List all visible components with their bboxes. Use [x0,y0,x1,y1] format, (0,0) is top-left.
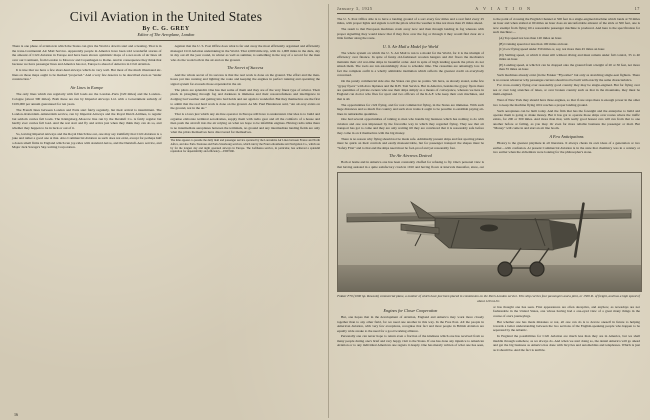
right-paragraph-1: The U. S. Post Office able is to have a landing ground of a sort every few miles and a real field every 25 miles, with proper lights and signals to tell the pilots what the weather is like not more than 25 miles ahead. [336,17,484,26]
europe-paragraph-4: Against that the U. S. Post Office does what is far and away the most efficiently organised and efficiently managed Civil Aviation undertaking in the World. That 2,600 mile trip, with its 1,008 miles in the dark, day in day out all the year round, in winter as well as summer, is something in the way of a record for the men who do the work both in the air and on the ground. [170,44,320,62]
footnote: The time appears to preside the daily mail and passenger service operated by the Lancashire Air Lines between France and North Africa, and also Paris-Toulouse and Paris-Strasbourg services, which run by the Franco-Roumaine Air Navigation Co., which are by far the longest day and night operated airways in Europe. The Lufthansa service, in particular, has achieved a splendid reputation for dependability and efficiency.—EDITOR. [170,138,320,154]
europe-paragraph-2: The French lines between London and Paris start fairly regularly, but their arrival is intermittent. The London–Rotterdam–Amsterdam service, run by Imperial Airways and the Royal Dutch Airlines, is regular but seldom carries full loads. The Königsberg–Moscow line run by the Deruluft Co. is fairly regular but hardly ever carries full load. And the rest start and fly and arrive just when they think they can do so, and whether they happen to be in luck or out of it. [12,107,162,130]
aircrews-after-list-1: Such machines already exist (in the Fokker "Flyoother" but only as stretching single-seat fighters. There is no reason whatever why passenger-carriers should not be built with exactly the same characteristics. [492,73,640,82]
anticipations-pre-paragraph-2: Such aeroplanes can be built today. And the firm that has the foresight and the enterprise to build and operate them is going to make money. But it has got to operate those ships over routes where the traffic exists, for 200 or 300 miles. And more than that, with really good honest cars will run from that to one another before or failing, as you may. Or even far more reliable business the passenger or mail. But "Money" will come in and start an air line boom. [492,108,640,131]
left-page [6,4,329,418]
right-paragraph-2: The result is that European machines crash away now and then through landing in fog whereas with proper signalling they would know that if they flew over the fog or through it they would find clear air a little further along the route. [336,27,484,41]
subhead-us-air-mail-model: U. S. Air Mail a Model for World [382,43,439,49]
aircrews-paragraph-1: Both at home and in America one has been constantly chaffed for refusing to fly. One's personal view is that having assisted in a quite satisfactory crash in 1910 and having flown at intervals thereafter, since, out to the point of crossing the English Channel at 500 feet in a single-engined machine which lands at 70 miles an hour and when stalled at 60 miles an hour does an unconfortable amount of the stick at 500 feet, one is now exempt from flying till a reasonable passenger machine is produced. And here is the specification for such machine:— [336,17,640,169]
spec-list-item-d: (D) Stalling speed, at which it must still without diving and must remain under full control, 35 to 40 miles an hour. [498,53,640,62]
anticipations-paragraph-1: History is the greatest playmate in all literature. It always cheats its own ideas of a generation or two earlier—with confusion. At present Commercial Aviation is in the state that chemistry was in a century or two earlier when the alchemists were looking for the philosopher's stone. [492,141,640,154]
spread [6,4,644,418]
subhead-few-anticipations: A Few Anticipations [549,133,584,139]
byline: By C. G. GREY [142,26,190,32]
anticipations-pre-paragraph-1: West of New York they should have three engines, so that if one stops there is enough power in the other two to keep the machine flying till it reaches a proper landing ground. [492,98,640,107]
running-head [337,6,640,11]
subhead-air-lines-in-europe: Air Lines in Europe [70,84,104,90]
spec-list-item-a: (A) Top speed not less than 120 miles an hour. [498,36,562,41]
spec-list-item-b: (B) Cruising speed not less than 100 miles an hour. [498,41,569,46]
runhead-page-number: 17 [634,6,640,11]
europe-paragraph-3: So, leaving Imperial Airways and the Royal Dutch line out, one may say truthfully that Civil Aviation is a joke and rather a good one at that. Also Commercial Aviation as such does not exist, except for perhaps half a dozen small firms in England which run joy-rides with standard Avros, and the Deruluft-Aero service, and Major Jack Savage's Sky-writing Corporation. [12,131,162,150]
subhead-aircrews-desired: The Air Aircrews Desired [389,152,432,158]
subhead-secret-of-success: The Secret of Success [227,65,264,71]
title-rule [32,40,300,41]
airmail-paragraph-4: One had several opportunities of talking to men who handle big business which has nothing to do with aviation and one was impressed by the favorable way in which they regarded flying. They see that air transport has got to come and they are only waiting till they are convinced that it is reasonably safe before they come in on it themselves with the big money. [336,117,484,135]
closing-paragraph: In England the possibilities for Civil Aviation are much less than they are in America, but we shall muddle through somehow, as we always do. And when we start doing so, the denial America will go ahead and get the big business as America has done with bicycles and automobiles and telephones. Which is just as it should be. And the fact is terrible. [492,334,640,352]
left-body-columns [12,44,320,154]
runhead-date: January 3, 1925 [336,6,373,11]
airmail-paragraph-5: There is no reason why flying should not be made safe. Admittedly present ships and fast sporting planes must be quick on their controls and easily manoeuvrable, but for passenger transport the shapes must be "Safety First" and to that end the ships need most be fool-proof and yet reasonably fast. [336,136,484,150]
europe-paragraph-1: The only lines which run regularly with full loads are the London–Paris (£20 miles) and the London–Cologne (about 300 miles). Both these are run by Imperial Airways Ltd. with a Government subsidy of £109,000 per annum guaranteed for ten years. [12,92,162,106]
intro-paragraph-2: It is true that we have a few short-haul airways which do very well. But most of the much illustrated air-lines on those maps ought to be marked "projected." And a very few deserve to be described even as "under construction." [12,68,162,82]
airmail-paragraph-1: The whole system on which the U. S. Air Mail is run is a model for the World, for it is the triumph of efficiency over finance. In spite of funny old-fashioned wooden hangars and dirt floors the mechanics maintain their old war-time ships in beautiful order. And in spite of high landing speeds the pilots do not smash them. The tools are run astonishingly close to schedule time. The casualties are amazingly low. In fact the complete outfit is a wholly admirable institution which reflects the greatest credit on everybody concerned. [336,51,484,78]
success-paragraph-1: And the whole secret of its success is that the real work is done on the ground. The effort and the man-hours put into nursing and lighting the route and keeping the engines in perfect running and operating the signal system far exceeds those expended in the air. [170,72,320,86]
figure-fokker-aircraft [337,172,640,303]
cooperation-paragraph-2: Personally one can never hope to return even a fraction of the kindness which one has received from so many people during one's brief and very happy visit to the States. If one has done any injustice to American Aviation or to any individual American one regrets it deeply. One has merely written of what one has seen, or has thought one has seen. First appearances are often deceptive, and anyhow, as nowadays are not fashionable in the United States, one whose having had a one-eyed view of a great many things in the course of one's journeyings. [336,304,640,348]
subhead-engines-closer-cooperation: Engines for Closer Cooperation [383,307,438,313]
airmail-paragraph-2: On the purely commercial side also the States can give no points. We have, as already stated, some few "gypsy flyers" with Avro biplanes and the D.H. Taxi Service. But in America, besides the gypsy flyers there are quantities of private owners who use their ships simply as a means of conveyance, whereas we here in England can doctor who flies for sport and two officers of the R.A.F. who keep their own machines, and that is all. [336,79,484,101]
airmail-paragraph-3: The opportunities for civil flying, and for real commercial flying, in the States are immense. With such huge distances and so much flat country and such slow trains it ought to be possible to establish paying air-lines in remarkable quantities. [336,102,484,116]
byline-subtitle: Editor of The Aeroplane, London [137,32,195,37]
runhead-magazine-name: A V I A T I O N [475,6,533,11]
runhead-rule [337,13,640,14]
cooperation-paragraph-3: But whether one has made mistakes or not, all one can do is to devote oneself in future to helping towards a better understanding between the two sections of the English-speaking people who happen to be separated by the Atlantic. [492,319,640,333]
right-page [329,4,644,418]
spec-list-item-c: (C) Low flying speed under 350 miles or, say, not more than 45 miles an hour. [498,47,606,52]
monoplane-illustration [339,184,639,280]
spec-list-item-e: (E) Landing speed, at which it can be dropped onto the ground from a height of 20 or 30 feet, not more than 35 miles an hour. [498,63,640,72]
success-paragraph-2: The pilots are splendid. One has met some of them and they are of the very finest type of aviator. Their pluck in ploughing through fog and darkness is immense and their resourcefulness and intelligence in dodging bad weather and getting into bad holds and out again is wonderful. But they themselves are the first to admit that the real hard work is done on the ground. As Mr. Paul Henderson said, "An air-way exists on the ground, not in the air." [170,87,320,111]
page-title: Civil Aviation in the United States [69,9,263,24]
aircrews-after-list-2: For cross-country flying over reasonably good country they may be single-engined. But for flying over sea or over long stretches of lakes, or over broken country such as that in the mountains, they must be multi-engined. [492,83,640,97]
success-paragraph-3: That is a laws just which any air-line operator in Europe still have to understand. Our idea is to build and organise elaborate terminal aerodromes, supply them with radio gear and all the comforts of a house and then push the aircraft into the air relying on what we hope to be infallible engines. Having radio talks there is no intermediate aeroplanes between the terminals, no ground and any intermediate landing fields are only what the pilots themselves have discovered for themselves. [170,112,320,135]
cooperation-paragraph-1: But, one hopes that in the development of Aviation, England and America may work more closely together than to any other field, for we need one another in this way. In the Free Post. All the people in American Aviation, with very few exceptions, recognise that fact and most people in British Aviation are equally wide awake to the need for a good working alliance. [336,315,484,333]
folio-left: 16 [14,412,18,417]
figure-caption: Fokker F70 (1000 hp. Rowsolz) commercial plane, a number of which have just been placed in commission on the Paris-London service. This ship carries four passengers and a pilot, or 1500 lb. of freight, and has a high speed of about 120 mi./hr. [337,294,640,303]
intro-paragraph-1: There is one phase of aviation in which the States can give the World a down's start and a beating. That is in the trans-Continental Air Mail Service. Apparently people in America have been told wonderful stories of the amount of Civil Aviation in Europe and have been shown optimistic maps of a net-work of air lines all over our Continent, from London to Moscow and Copenhagen to Rome. And in consequence they think that because we have passenger lines and America has not, Europe is ahead of America in Civil Aviation. [12,44,162,67]
aircraft-photograph [337,172,642,292]
right-body-columns [337,17,640,352]
